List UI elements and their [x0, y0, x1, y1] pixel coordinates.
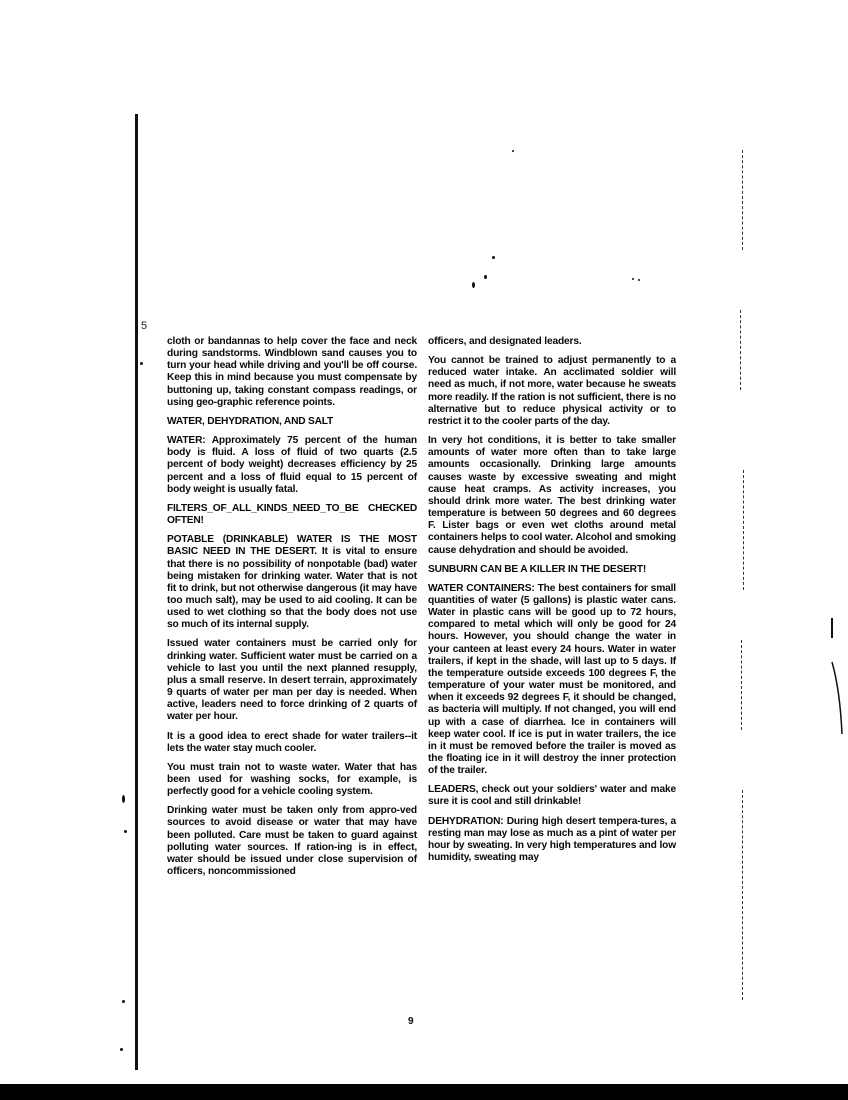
scan-speck — [122, 1000, 125, 1003]
paragraph: In very hot conditions, it is better to take smaller amounts of water more often than to take large amounts occasionally. Drinking large amounts causes waste by excessive sweating and might cause heat cramps. As activity increases, you should drink more water. The best drinking water temperature is between 50 degrees and 60 degrees F. Lister bags or even wet cloths around metal containers helps to cool water. Alcohol and smoking cause dehydration and should be avoided. — [428, 435, 676, 556]
paragraph: You cannot be trained to adjust permanently to a reduced water intake. An acclimated soldier will need as much, if not more, water because he sweats more readily. If the ration is not sufficient, there is no alternative but to reduce physical activity or to restrict it to the cooler parts of the day. — [428, 355, 676, 427]
page-number: 9 — [408, 1016, 414, 1027]
paragraph: POTABLE (DRINKABLE) WATER IS THE MOST BASIC NEED IN THE DESERT. It is vital to ensure that there is no possibility of nonpotable (bad) water being mistaken for drinking water. Water that is not fit to drink, but not otherwise dangerous (it may have too much salt), may be used to aid cooling. It can be used to wet clothing so that the body does not use so much of its internal supply. — [167, 534, 417, 631]
paragraph: Issued water containers must be carried only for drinking water. Sufficient water must be carried on a vehicle to last you until the next planned resupply, plus a small reserve. In desert terrain, approximately 9 quarts of water per man per day is needed. When active, leaders need to force drinking of 2 quarts of water per hour. — [167, 638, 417, 723]
margin-mark: 5 — [141, 320, 148, 332]
right-edge-curve — [826, 610, 846, 740]
scan-speck — [120, 1048, 123, 1051]
scan-speck — [632, 278, 634, 280]
scan-speck — [122, 795, 125, 803]
right-scan-artifact — [742, 150, 744, 250]
left-text-column — [167, 336, 417, 885]
scan-speck — [638, 279, 640, 281]
paragraph: WATER CONTAINERS: The best containers for small quantities of water (5 gallons) is plastic water cans. Water in plastic cans will be good up to 72 hours, compared to metal which will only be good for 24 hours. However, you should change the water in your canteen at least every 24 hours. Water in water trailers, if kept in the shade, will last up to 5 days. If the temperature outside exceeds 100 degrees F, the temperature of your water must be monitored, and when it exceeds 92 degrees F, it should be changed, as bacteria will multiply. If not changed, you will end up with a case of diarrhea. Ice in containers will keep water cool. If ice is put in water trailers, the ice in it must be removed before the trailer is moved as the floating ice in it will destroy the inner protection of the trailer. — [428, 582, 676, 777]
scan-speck — [492, 256, 495, 259]
right-scan-artifact — [741, 640, 743, 730]
paragraph: WATER: Approximately 75 percent of the human body is fluid. A loss of fluid of two quarts (2.5 percent of body weight) decreases efficiency by 25 percent and a loss of fluid equal to 15 percent of body weight is usually fatal. — [167, 435, 417, 495]
section-heading: FILTERS_OF_ALL_KINDS_NEED_TO_BE CHECKED OFTEN! — [167, 502, 417, 527]
scan-speck — [124, 830, 127, 833]
scan-speck — [472, 282, 475, 288]
paragraph: It is a good idea to erect shade for water trailers--it lets the water stay much cooler. — [167, 730, 417, 754]
right-scan-artifact — [743, 470, 745, 590]
paragraph: officers, and designated leaders. — [428, 336, 582, 347]
scan-speck — [140, 362, 143, 365]
right-scan-artifact — [742, 790, 744, 1000]
right-text-column — [428, 336, 676, 871]
section-heading: WATER, DEHYDRATION, AND SALT — [167, 415, 334, 427]
section-heading: SUNBURN CAN BE A KILLER IN THE DESERT! — [428, 563, 647, 575]
scan-speck — [484, 275, 487, 279]
paragraph: cloth or bandannas to help cover the face and neck during sandstorms. Windblown sand causes you to turn your head while driving and you'll be off course. Keep this in mind because you must compensate by buttoning up, taking constant compass readings, or using geo-graphic reference points. — [167, 336, 417, 408]
paragraph: You must train not to waste water. Water that has been used for washing socks, for example, is perfectly good for a vehicle cooling system. — [167, 761, 417, 798]
scan-bottom-bar — [0, 1084, 848, 1100]
scan-speck — [512, 150, 514, 152]
right-scan-artifact — [740, 310, 742, 390]
paragraph: Drinking water must be taken only from appro-ved sources to avoid disease or water that may have been polluted. Care must be taken to guard against polluting water sources. If ration-ing is in effect, water should be issued under close supervision of officers, noncommissioned — [167, 805, 417, 878]
paragraph: DEHYDRATION: During high desert tempera-tures, a resting man may lose as much as a pint of water per hour by sweating. In very high temperatures and low humidity, sweating may — [428, 815, 676, 864]
left-binding-rule — [135, 114, 138, 1070]
paragraph: LEADERS, check out your soldiers' water and make sure it is cool and still drinkable! — [428, 784, 676, 808]
